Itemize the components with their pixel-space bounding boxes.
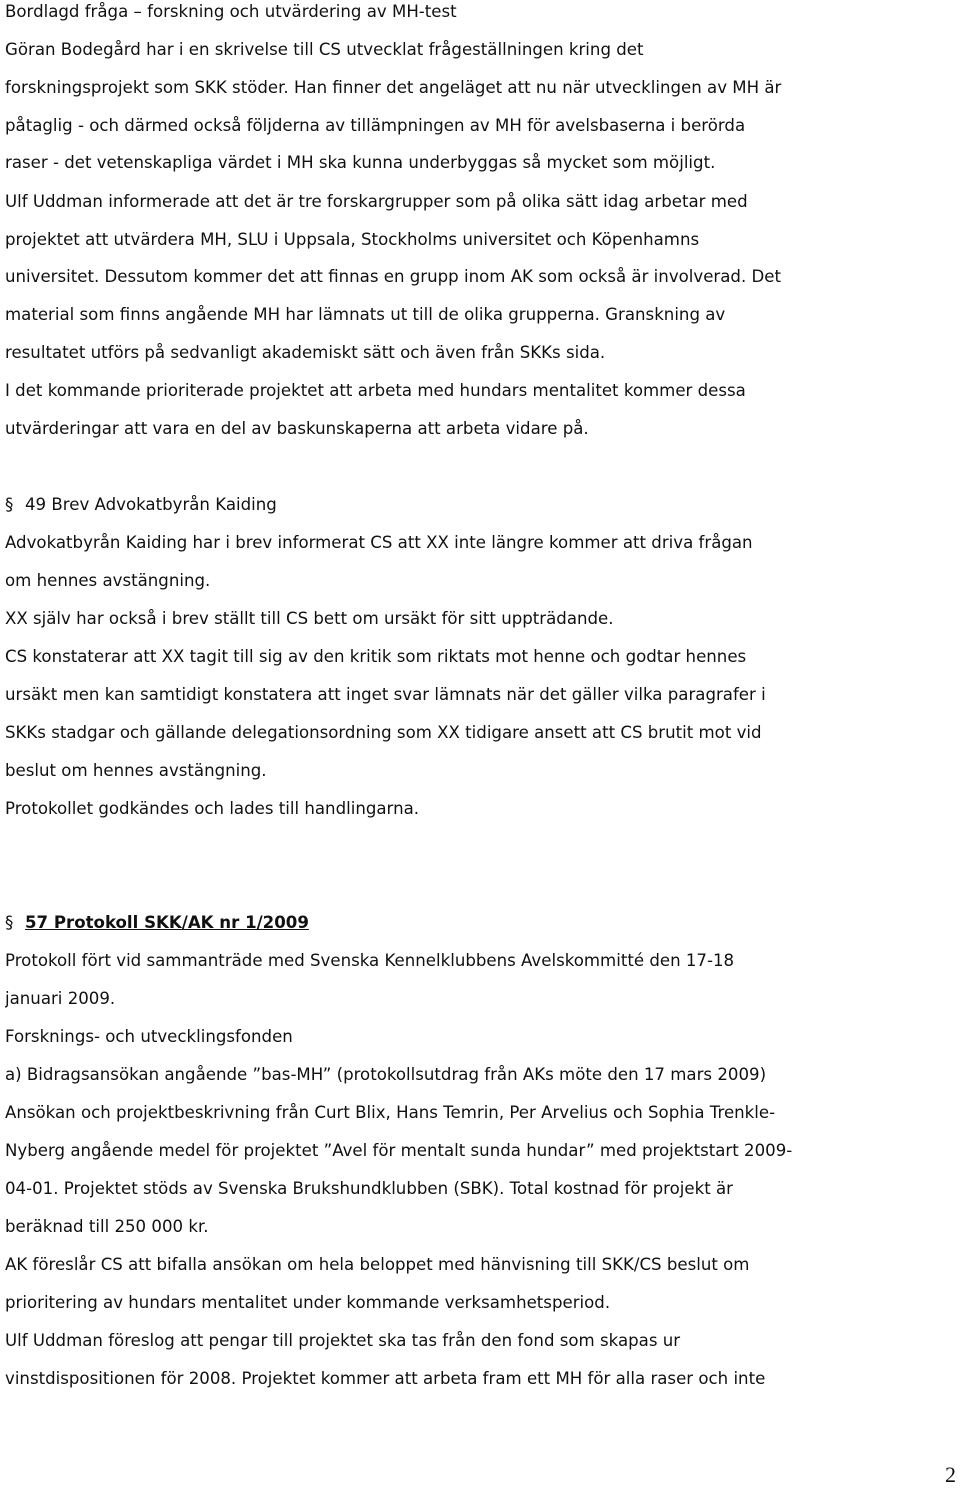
text-line: a) Bidragsansökan angående ”bas-MH” (protokollsutdrag från AKs möte den 17 mars 2009) — [5, 1065, 767, 1084]
section-marker: § — [5, 495, 14, 514]
text-line: Ansökan och projektbeskrivning från Curt Blix, Hans Temrin, Per Arvelius och Sophia Trenkle- — [5, 1103, 776, 1122]
text-line: resultatet utförs på sedvanligt akademiskt sätt och även från SKKs sida. — [5, 343, 606, 362]
text-line: I det kommande prioriterade projektet att arbeta med hundars mentalitet kommer dessa — [5, 381, 746, 400]
section-heading — [5, 494, 955, 516]
text-line: Nyberg angående medel för projektet ”Avel för mentalt sunda hundar” med projektstart 2009- — [5, 1141, 793, 1160]
text-line: påtaglig - och därmed också följderna av tillämpningen av MH för avelsbaserna i berörda — [5, 116, 746, 135]
text-line: XX själv har också i brev ställt till CS bett om ursäkt för sitt uppträdande. — [5, 609, 614, 628]
text-line: beräknad till 250 000 kr. — [5, 1217, 209, 1236]
text-line: SKKs stadgar och gällande delegationsordning som XX tidigare ansett att CS brutit mot vid — [5, 723, 762, 742]
text-line: forskningsprojekt som SKK stöder. Han finner det angeläget att nu när utvecklingen av MH är — [5, 78, 782, 97]
text-line: Forsknings- och utvecklingsfonden — [5, 1027, 293, 1046]
text-line: prioritering av hundars mentalitet under kommande verksamhetsperiod. — [5, 1293, 611, 1312]
text-line: Protokoll fört vid sammanträde med Svenska Kennelklubbens Avelskommitté den 17-18 — [5, 951, 735, 970]
text-line: universitet. Dessutom kommer det att finnas en grupp inom AK som också är involverad. Det — [5, 267, 781, 286]
text-line: beslut om hennes avstängning. — [5, 761, 267, 780]
text-line: Bordlagd fråga – forskning och utvärdering av MH-test — [5, 2, 457, 21]
text-line: Göran Bodegård har i en skrivelse till CS utvecklat frågeställningen kring det — [5, 40, 644, 59]
text-line: Ulf Uddman föreslog att pengar till projektet ska tas från den fond som skapas ur — [5, 1331, 681, 1350]
text-line: CS konstaterar att XX tagit till sig av den kritik som riktats mot henne och godtar hennes — [5, 647, 747, 666]
text-line: projektet att utvärdera MH, SLU i Uppsala, Stockholms universitet och Köpenhamns — [5, 230, 700, 249]
text-line: om hennes avstängning. — [5, 571, 211, 590]
text-line: AK föreslår CS att bifalla ansökan om hela beloppet med hänvisning till SKK/CS beslut om — [5, 1255, 750, 1274]
section-title: 49 Brev Advokatbyrån Kaiding — [25, 495, 277, 514]
section-heading — [5, 912, 955, 934]
text-line: Protokollet godkändes och lades till handlingarna. — [5, 799, 420, 818]
text-line: ursäkt men kan samtidigt konstatera att inget svar lämnats när det gäller vilka paragrafer i — [5, 685, 766, 704]
text-line: januari 2009. — [5, 989, 116, 1008]
text-line: utvärderingar att vara en del av baskunskaperna att arbeta vidare på. — [5, 419, 589, 438]
text-line: material som finns angående MH har lämnats ut till de olika grupperna. Granskning av — [5, 305, 726, 324]
page-number: 2 — [945, 1462, 956, 1487]
section-title: 57 Protokoll SKK/AK nr 1/2009 — [25, 913, 309, 932]
text-line: Ulf Uddman informerade att det är tre forskargrupper som på olika sätt idag arbetar med — [5, 192, 748, 211]
text-line: Advokatbyrån Kaiding har i brev informerat CS att XX inte längre kommer att driva frågan — [5, 533, 753, 552]
text-line: 04-01. Projektet stöds av Svenska Brukshundklubben (SBK). Total kostnad för projekt är — [5, 1179, 733, 1198]
section-marker: § — [5, 913, 14, 932]
text-line: raser - det vetenskapliga värdet i MH ska kunna underbyggas så mycket som möjligt. — [5, 153, 716, 172]
text-line: vinstdispositionen för 2008. Projektet kommer att arbeta fram ett MH för alla raser och inte — [5, 1369, 766, 1388]
